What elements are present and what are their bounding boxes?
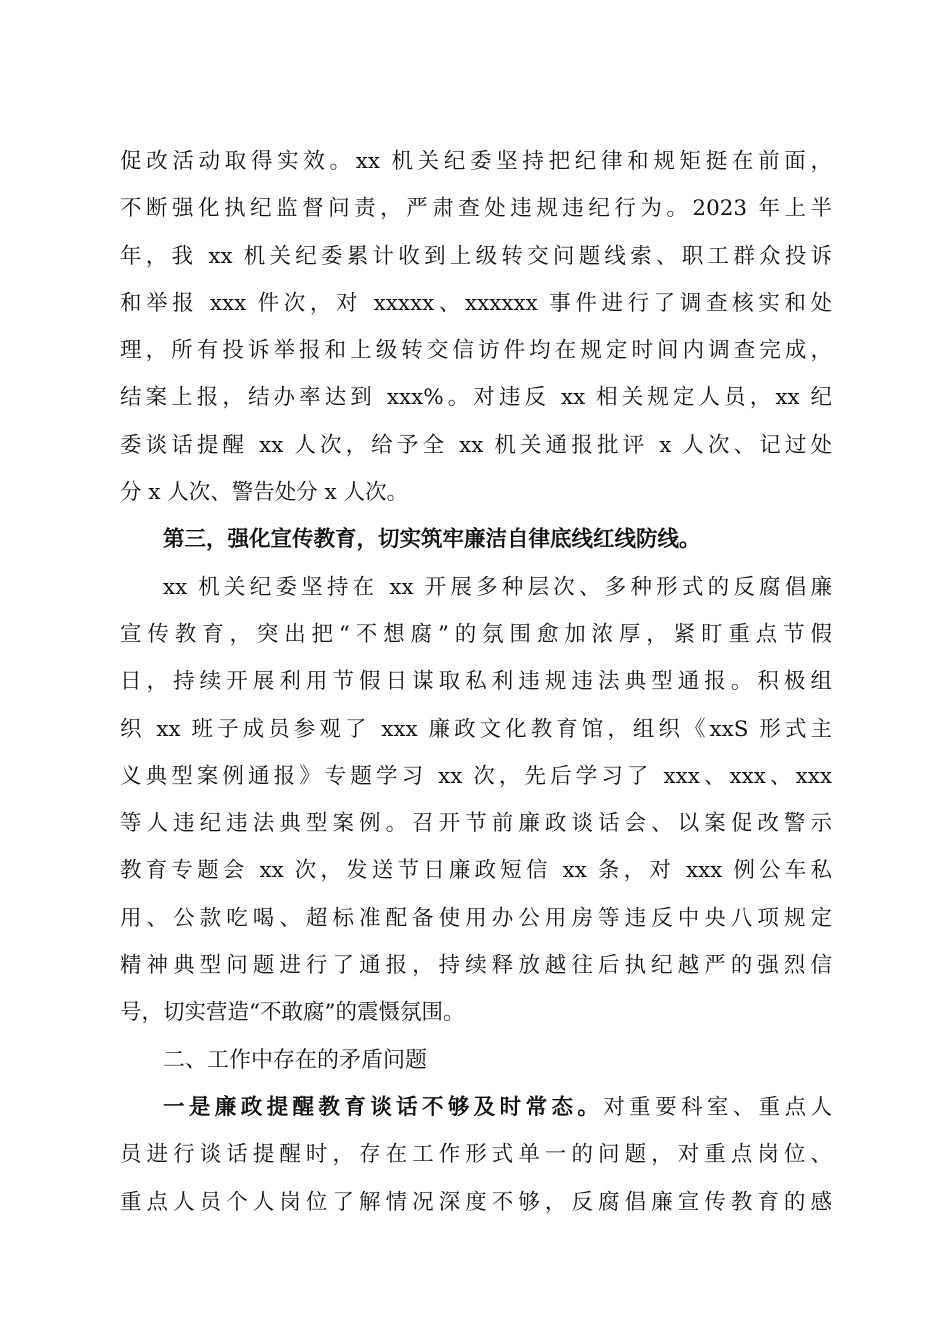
paragraph-2-line-1: xx 机关纪委坚持在 xx 开展多种层次、多种形式的反腐倡廉 [163,574,832,600]
paragraph-3-line-3: 重点人员个人岗位了解情况深度不够，反腐倡廉宣传教育的感 [120,1189,832,1215]
paragraph-2-line-8: 用、公款吃喝、超标准配备使用办公用房等违反中央八项规定 [120,905,832,931]
paragraph-3-lead: 一是廉政提醒教育谈话不够及时常态。 [163,1094,604,1120]
paragraph-3-lead-rest: 对重要科室、重点人 [603,1094,832,1120]
paragraph-3-line-1 [120,1084,832,1131]
paragraph-1-line-8: 分 x 人次、警告处分 x 人次。 [120,480,409,506]
paragraph-1-line-7: 委谈话提醒 xx 人次，给予全 xx 机关通报批评 x 人次、记过处 [120,432,832,458]
paragraph-1-line-5: 理，所有投诉举报和上级转交信访件均在规定时间内调查完成， [120,338,832,364]
paragraph-2-line-2: 宣传教育，突出把“不想腐”的氛围愈加浓厚，紧盯重点节假 [120,621,832,647]
paragraph-1-line-2: 不断强化执纪监督问责，严肃查处违规违纪行为。2023 年上半 [120,196,832,222]
paragraph-1-line-6: 结案上报，结办率达到 xxx%。对违反 xx 相关规定人员，xx 纪 [120,385,832,411]
paragraph-2-line-3: 日，持续开展利用节假日谋取私利违规违法典型通报。积极组 [120,669,832,695]
paragraph-1-line-1: 促改活动取得实效。xx 机关纪委坚持把纪律和规矩挺在前面， [120,149,832,174]
section-heading-problems: 二、工作中存在的矛盾问题 [163,1047,428,1073]
paragraph-2-line-9: 精神典型问题进行了通报，持续释放越往后执纪越严的强烈信 [120,953,832,979]
paragraph-2-line-6: 等人违纪违法典型案例。召开节前廉政谈话会、以案促改警示 [120,811,832,837]
paragraph-3-line-2: 员进行谈话提醒时，存在工作形式单一的问题，对重点岗位、 [120,1142,832,1168]
document-body [120,138,832,1226]
paragraph-2-line-10: 号，切实营造“不敢腐”的震慑氛围。 [120,1000,465,1026]
paragraph-2-line-7: 教育专题会 xx 次，发送节日廉政短信 xx 条，对 xxx 例公车私 [120,858,832,884]
paragraph-2-line-5: 义典型案例通报》专题学习 xx 次，先后学习了 xxx、xxx、xxx [120,763,832,789]
paragraph-1-line-4: 和举报 xxx 件次，对 xxxxx、xxxxxx 事件进行了调查核实和处 [120,290,832,316]
paragraph-1-line-3: 年，我 xx 机关纪委累计收到上级转交问题线索、职工群众投诉 [120,243,832,269]
section-3-title: 第三，强化宣传教育，切实筑牢廉洁自律底线红线防线。 [163,527,701,553]
paragraph-2-line-4: 织 xx 班子成员参观了 xxx 廉政文化教育馆，组织《xxS 形式主 [120,716,832,742]
